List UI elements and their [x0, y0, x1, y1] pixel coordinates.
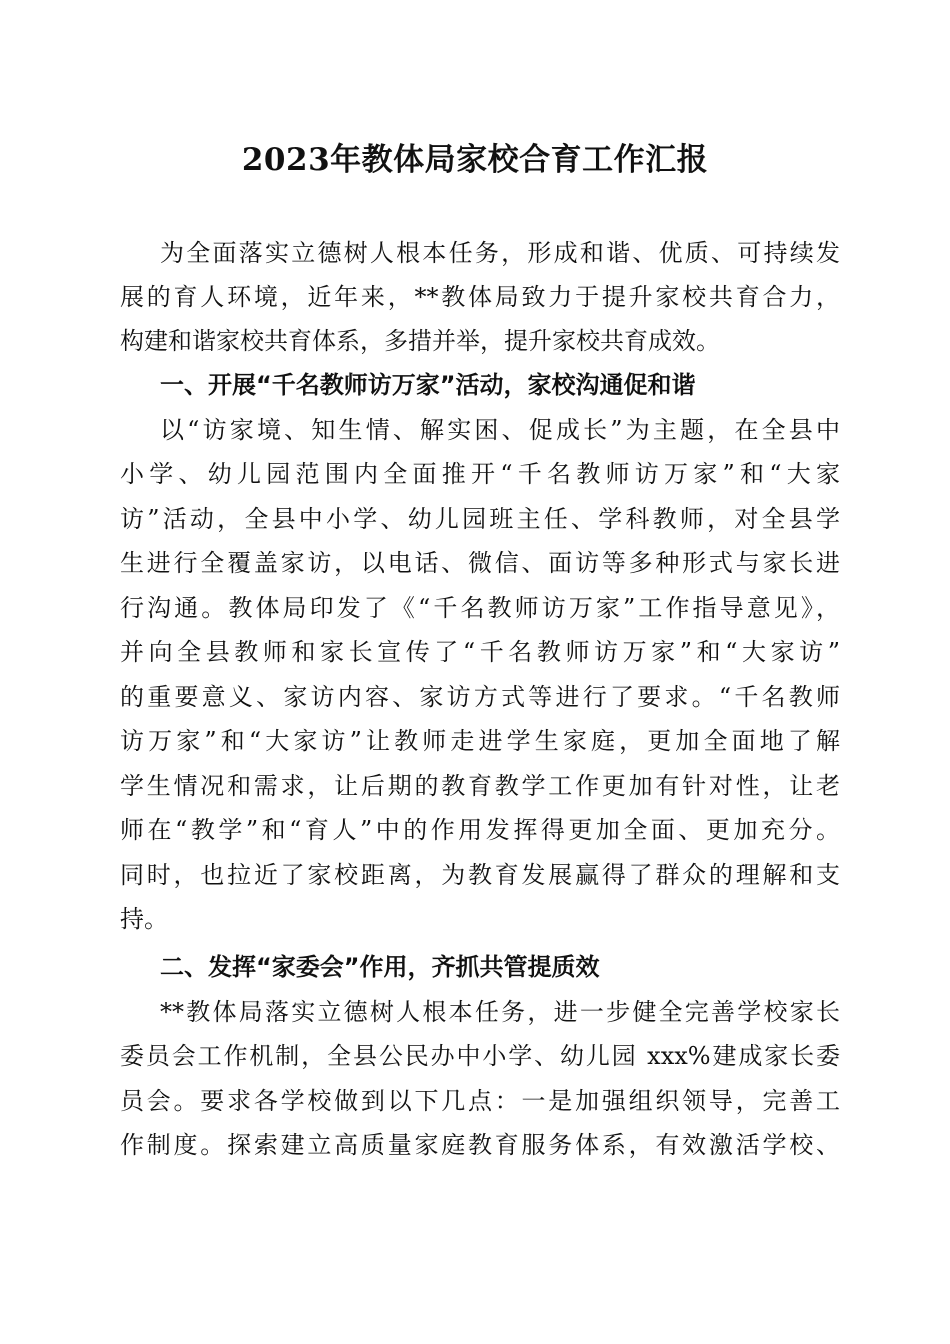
- section-2-line: 委员会工作机制，全县公民办中小学、幼儿园 xxx%建成家长委: [120, 1042, 840, 1070]
- section-1-heading: 一、开展“千名教师访万家”活动，家校沟通促和谐: [160, 371, 696, 399]
- section-1-line: 学生情况和需求，让后期的教育教学工作更加有针对性，让老: [120, 772, 840, 800]
- section-2-line: **教体局落实立德树人根本任务，进一步健全完善学校家长: [160, 998, 840, 1026]
- intro-line: 构建和谐家校共育体系，多措并举，提升家校共育成效。: [120, 327, 720, 355]
- section-1-line: 小学、幼儿园范围内全面推开“千名教师访万家”和“大家: [120, 460, 840, 488]
- section-1-line: 同时，也拉近了家校距离，为教育发展赢得了群众的理解和支: [120, 861, 840, 889]
- section-1-line: 访万家”和“大家访”让教师走进学生家庭，更加全面地了解: [120, 727, 840, 755]
- section-1-line: 师在“教学”和“育人”中的作用发挥得更加全面、更加充分。: [120, 816, 840, 844]
- section-1-line: 行沟通。教体局印发了《“千名教师访万家”工作指导意见》，: [120, 594, 840, 622]
- document-title: 2023年教体局家校合育工作汇报: [241, 142, 709, 178]
- section-2-line: 员会。要求各学校做到以下几点：一是加强组织领导，完善工: [120, 1087, 840, 1115]
- section-1-line: 的重要意义、家访内容、家访方式等进行了要求。“千名教师: [120, 683, 840, 711]
- section-2-line: 作制度。探索建立高质量家庭教育服务体系，有效激活学校、: [120, 1131, 840, 1159]
- intro-line: 展的育人环境，近年来，**教体局致力于提升家校共育合力，: [120, 283, 840, 311]
- section-1-line: 访”活动，全县中小学、幼儿园班主任、学科教师，对全县学: [120, 505, 840, 533]
- section-2-heading: 二、发挥“家委会”作用，齐抓共管提质效: [160, 953, 600, 981]
- section-1-line: 并向全县教师和家长宣传了“千名教师访万家”和“大家访”: [120, 638, 840, 666]
- section-1-line: 生进行全覆盖家访，以电话、微信、面访等多种形式与家长进: [120, 549, 840, 577]
- section-1-line: 以“访家境、知生情、解实困、促成长”为主题，在全县中: [160, 416, 840, 444]
- section-1-line: 持。: [120, 905, 168, 933]
- intro-line: 为全面落实立德树人根本任务，形成和谐、优质、可持续发: [160, 239, 840, 267]
